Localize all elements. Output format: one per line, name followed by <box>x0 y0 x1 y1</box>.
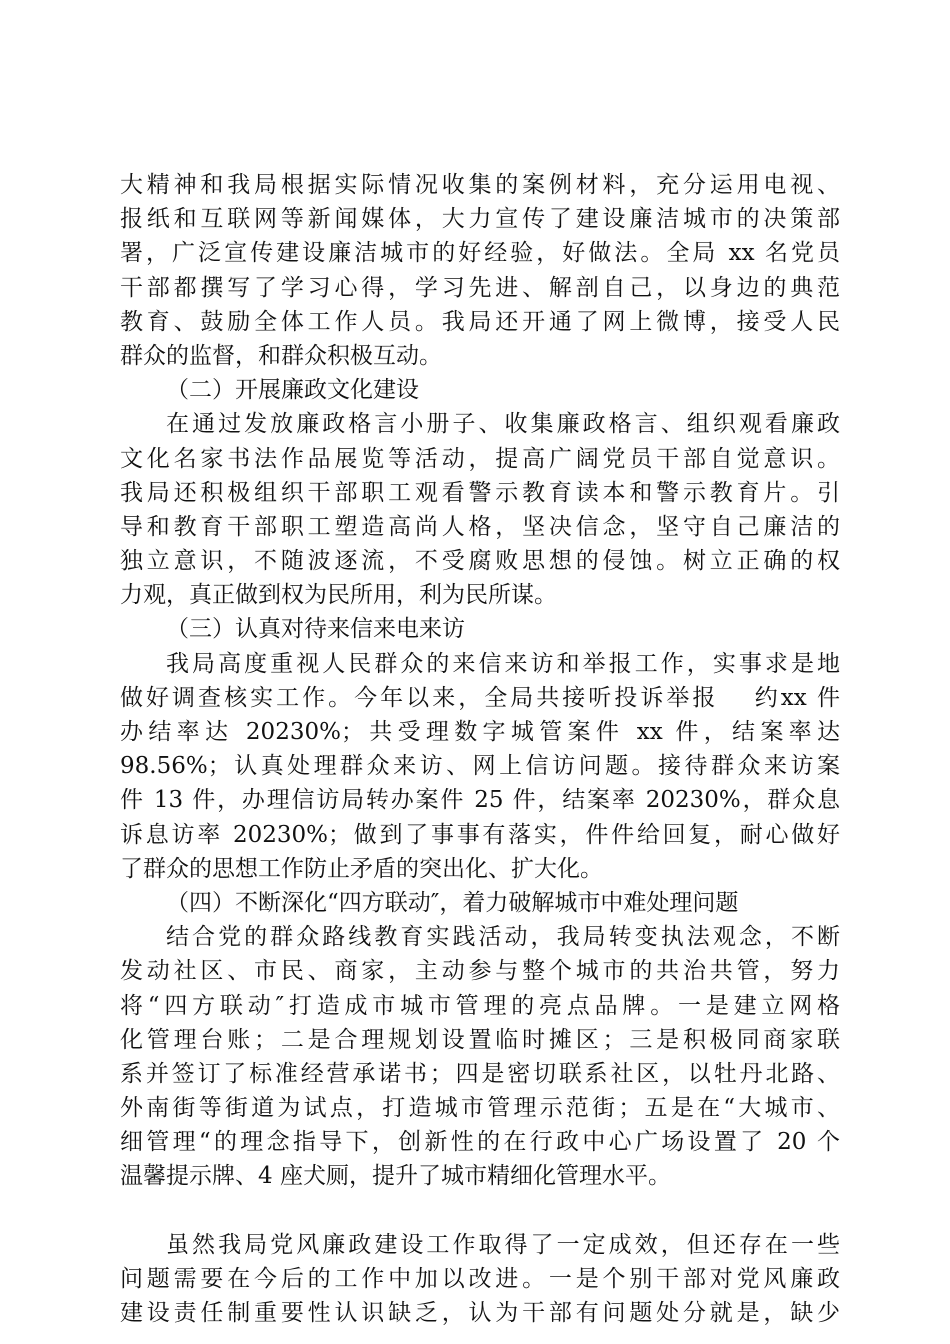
blank-line <box>120 1194 840 1228</box>
text-line-3: 署，广泛宣传建设廉洁城市的好经验，好做法。全局 xx 名党员 <box>120 240 840 267</box>
text-line-2: 报纸和互联网等新闻媒体，大力宣传了建设廉洁城市的决策部 <box>120 206 840 233</box>
text-line-33: 问题需要在今后的工作中加以改进。一是个别干部对党风廉政 <box>120 1266 840 1292</box>
text-line-19: 件 13 件，办理信访局转办案件 25 件，结案率 20230%，群众息 <box>120 787 840 814</box>
text-line-6: 群众的监督，和群众积极互动。 <box>120 342 442 369</box>
text-line-17: 办结率达 20230%；共受理数字城管案件 xx 件，结案率达 <box>120 719 840 745</box>
text-line-20: 诉息访率 20230%；做到了事事有落实，件件给回复，耐心做好 <box>120 821 840 848</box>
text-line-1: 大精神和我局根据实际情况收集的案例材料，充分运用电视、 <box>120 172 840 198</box>
text-line-12: 独立意识，不随波逐流，不受腐败思想的侵蚀。树立正确的权 <box>120 548 840 575</box>
text-line-27: 系并签订了标准经营承诺书；四是密切联系社区，以牡丹北路、 <box>120 1060 840 1087</box>
section-heading-4: （四）不断深化“四方联动″，着力破解城市中难处理问题 <box>166 889 739 916</box>
text-line-8: 在通过发放廉政格言小册子、收集廉政格言、组织观看廉政 <box>166 411 840 438</box>
text-line-10: 我局还积极组织干部职工观看警示教育读本和警示教育片。引 <box>120 479 840 506</box>
text-line-5: 教育、鼓励全体工作人员。我局还开通了网上微博，接受人民 <box>120 308 840 335</box>
text-line-9: 文化名家书法作品展览等活动，提高广阔党员干部自觉意识。 <box>120 445 840 472</box>
text-line-24: 发动社区、市民、商家，主动参与整个城市的共治共管，努力 <box>120 958 840 985</box>
text-line-11: 导和教育干部职工塑造高尚人格，坚决信念，坚守自己廉洁的 <box>120 513 840 540</box>
text-line-32: 虽然我局党风廉政建设工作取得了一定成效，但还存在一些 <box>166 1231 840 1258</box>
text-line-26: 化管理台账；二是合理规划设置临时摊区；三是积极同商家联 <box>120 1026 840 1053</box>
document-body <box>120 168 840 1330</box>
text-line-21: 了群众的思想工作防止矛盾的突出化、扩大化。 <box>120 855 603 882</box>
text-line-4: 干部都撰写了学习心得，学习先进、解剖自己，以身边的典范 <box>120 274 840 301</box>
section-heading-2: （二）开展廉政文化建设 <box>166 377 419 404</box>
text-line-30: 温馨提示牌、4 座犬厕，提升了城市精细化管理水平。 <box>120 1163 671 1190</box>
text-line-23: 结合党的群众路线教育实践活动，我局转变执法观念，不断 <box>166 924 840 951</box>
text-line-25: 将“四方联动″打造成市城市管理的亮点品牌。一是建立网格 <box>120 992 840 1019</box>
text-line-16: 做好调查核实工作。今年以来，全局共接听投诉举报 约xx 件 <box>120 684 840 711</box>
text-line-28: 外南街等街道为试点，打造城市管理示范街；五是在“大城市、 <box>120 1095 840 1122</box>
text-line-15: 我局高度重视人民群众的来信来访和举报工作，实事求是地 <box>166 650 840 677</box>
text-line-29: 细管理“的理念指导下，创新性的在行政中心广场设置了 20 个 <box>120 1129 840 1156</box>
section-heading-3: （三）认真对待来信来电来访 <box>166 616 465 643</box>
text-line-34: 建设责任制重要性认识缺乏，认为干部有问题处分就是，缺少 <box>120 1300 840 1327</box>
text-line-18: 98.56%；认真处理群众来访、网上信访问题。接待群众来访案 <box>120 753 840 780</box>
text-line-13: 力观，真正做到权为民所用，利为民所谋。 <box>120 582 557 609</box>
